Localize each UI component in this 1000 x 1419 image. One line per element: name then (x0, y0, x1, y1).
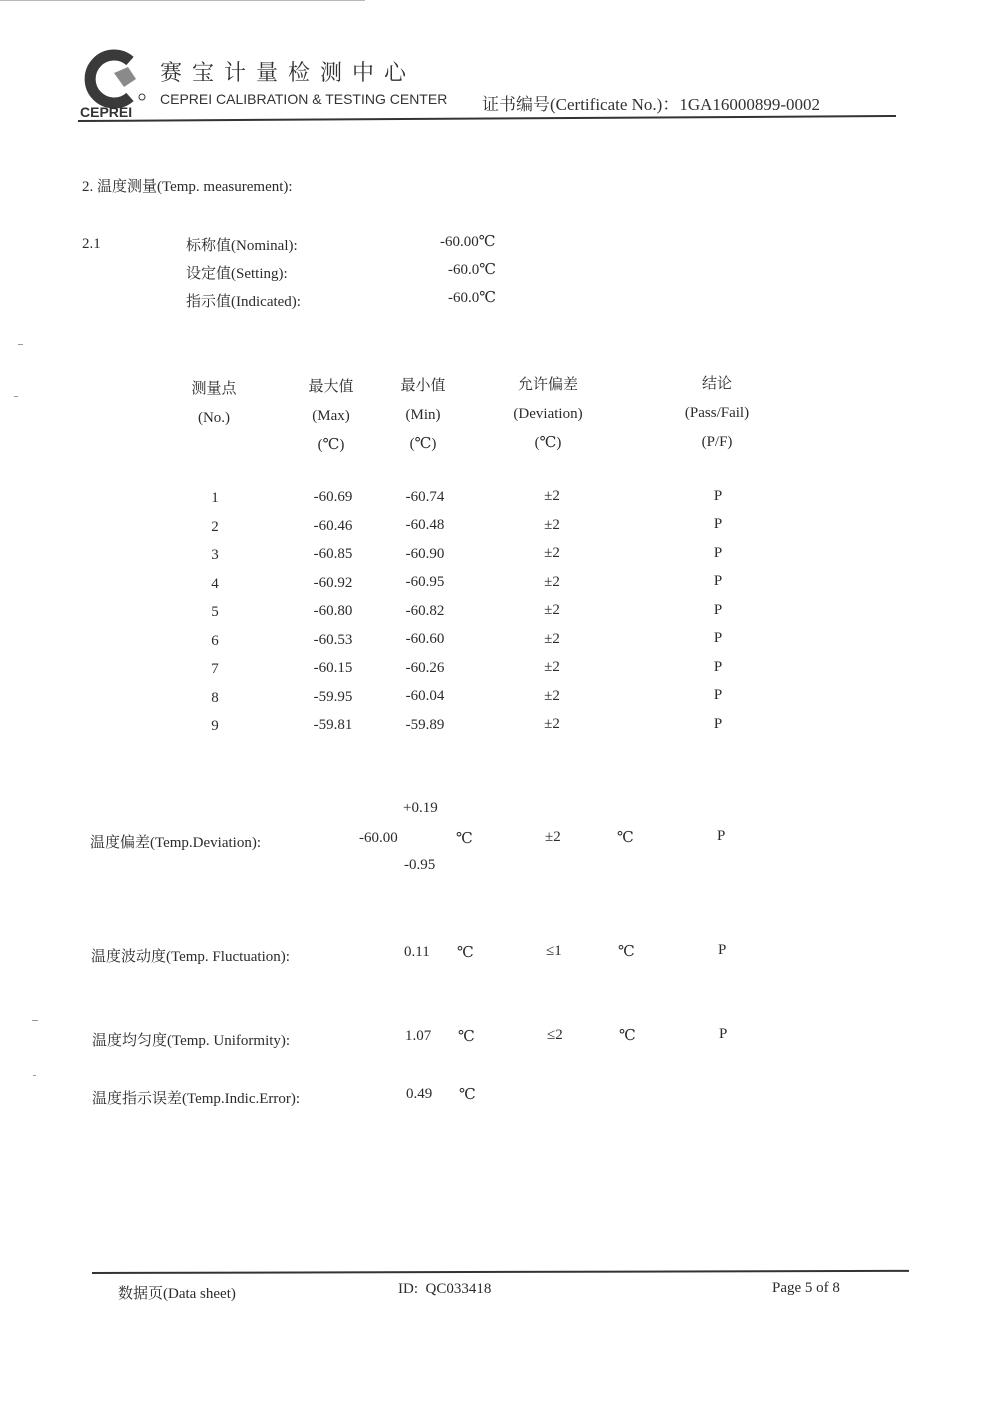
header-no (174, 375, 254, 433)
row-no: 2 (211, 518, 219, 535)
row-pass-fail: P (713, 601, 723, 618)
row-deviation: ±2 (544, 602, 560, 619)
footer-id-label: ID: (398, 1281, 418, 1297)
row-deviation: ±2 (544, 630, 560, 647)
setting-label: 设定值(Setting): (186, 266, 288, 282)
header-min-unit: (℃) (409, 436, 437, 452)
fluctuation-limit: ≤1 (546, 943, 562, 959)
certificate-number-line (482, 90, 820, 115)
row-min: -60.82 (405, 602, 445, 619)
header-max-unit: (℃) (317, 437, 345, 453)
fluctuation-pass-fail: P (718, 942, 727, 958)
header-deviation-cn: 允许偏差 (517, 377, 578, 393)
section-title: 2. 温度测量(Temp. measurement): (82, 179, 293, 195)
row-max: -60.69 (313, 489, 353, 506)
header-min-cn: 最小值 (400, 378, 446, 394)
deviation-base: -60.00 (359, 830, 398, 846)
row-max: -59.95 (313, 688, 353, 705)
org-name-english: CEPREI CALIBRATION & TESTING CENTER (160, 91, 448, 107)
row-pass-fail: P (713, 487, 723, 504)
row-no: 5 (211, 604, 219, 620)
row-min: -60.26 (405, 659, 445, 676)
row-min: -60.48 (405, 517, 445, 534)
footer-id-value: QC033418 (425, 1281, 492, 1297)
row-no: 6 (211, 632, 219, 649)
scan-speck (33, 1075, 36, 1076)
header-no-cn: 测量点 (191, 381, 237, 397)
fluctuation-value: 0.11 (404, 944, 430, 960)
row-deviation: ±2 (544, 516, 560, 533)
uniformity-unit: ℃ (458, 1029, 475, 1045)
uniformity-limit-unit: ℃ (619, 1028, 636, 1044)
fluctuation-label: 温度波动度(Temp. Fluctuation): (91, 949, 290, 965)
row-pass-fail: P (713, 630, 723, 647)
row-no: 8 (211, 689, 219, 706)
uniformity-label: 温度均匀度(Temp. Uniformity): (92, 1033, 291, 1049)
scan-speck (14, 396, 18, 397)
row-no: 4 (211, 575, 219, 592)
row-max: -60.80 (313, 603, 353, 620)
row-pass-fail: P (713, 658, 723, 675)
header-pass-fail-en: (Pass/Fail) (684, 405, 750, 421)
row-no: 3 (211, 547, 219, 563)
row-min: -60.74 (405, 488, 445, 505)
nominal-label: 标称值(Nominal): (186, 238, 298, 254)
footer-id (398, 1281, 491, 1298)
fluctuation-unit: ℃ (457, 945, 474, 961)
header-max-cn: 最大值 (308, 379, 354, 395)
header-deviation-unit: (℃) (534, 435, 562, 451)
row-min: -60.60 (405, 631, 445, 648)
scan-top-edge-line (0, 0, 365, 1)
row-min: -60.04 (405, 688, 445, 705)
row-deviation: ±2 (544, 659, 560, 676)
row-pass-fail: P (713, 573, 723, 590)
uniformity-pass-fail: P (719, 1026, 728, 1042)
deviation-upper: +0.19 (403, 800, 438, 816)
uniformity-limit: ≤2 (547, 1027, 563, 1043)
header-rule (78, 115, 896, 122)
row-deviation: ±2 (544, 545, 560, 562)
header-min-en: (Min) (405, 407, 441, 423)
row-max: -60.85 (313, 546, 353, 563)
footer-rule (92, 1270, 909, 1274)
scan-speck (18, 344, 23, 345)
indicated-value: -60.0℃ (448, 290, 497, 306)
scan-speck (32, 1020, 38, 1021)
deviation-limit-unit: ℃ (617, 830, 634, 846)
row-pass-fail: P (713, 715, 723, 732)
row-min: -60.95 (405, 574, 445, 591)
indic-error-label: 温度指示误差(Temp.Indic.Error): (92, 1091, 301, 1107)
row-min: -59.89 (405, 716, 445, 733)
row-pass-fail: P (713, 516, 723, 533)
certificate-number: 1GA16000899-0002 (679, 95, 821, 114)
certificate-label: 证书编号(Certificate No.)： (482, 95, 680, 114)
header-pass-fail-unit: (P/F) (701, 434, 733, 450)
org-name-chinese: 赛宝计量检测中心 (160, 61, 417, 86)
deviation-limit: ±2 (545, 829, 561, 845)
row-no: 7 (211, 661, 219, 677)
deviation-lower: -0.95 (404, 857, 436, 873)
header-max (291, 373, 371, 460)
deviation-pass-fail: P (717, 828, 726, 844)
indic-error-unit: ℃ (459, 1087, 476, 1103)
header-max-en: (Max) (312, 408, 350, 424)
header-deviation (493, 371, 603, 458)
header-pass-fail-cn: 结论 (701, 376, 732, 392)
header-pass-fail (667, 370, 767, 457)
header-deviation-en: (Deviation) (513, 406, 583, 422)
row-deviation: ±2 (544, 573, 560, 590)
fluctuation-limit-unit: ℃ (618, 944, 635, 960)
footer-sheet-label: 数据页(Data sheet) (118, 1286, 236, 1302)
logo-wordmark: CEPREI (80, 104, 133, 120)
row-deviation: ±2 (544, 488, 560, 505)
header-min (383, 372, 463, 459)
setting-value: -60.0℃ (448, 262, 497, 278)
deviation-label: 温度偏差(Temp.Deviation): (90, 835, 261, 851)
row-no: 1 (211, 490, 219, 506)
deviation-unit: ℃ (456, 831, 473, 847)
row-pass-fail: P (713, 687, 723, 704)
uniformity-value: 1.07 (405, 1028, 432, 1044)
row-deviation: ±2 (544, 716, 560, 733)
subsection-number: 2.1 (82, 236, 101, 252)
row-max: -60.15 (313, 660, 353, 677)
row-deviation: ±2 (544, 687, 560, 704)
footer-page-number: Page 5 of 8 (772, 1280, 840, 1296)
row-max: -60.53 (313, 631, 353, 648)
row-max: -60.46 (313, 517, 353, 534)
row-max: -60.92 (313, 574, 353, 591)
row-pass-fail: P (713, 544, 723, 561)
header-no-en: (No.) (197, 410, 231, 426)
row-no: 9 (211, 718, 219, 734)
nominal-value: -60.00℃ (440, 234, 496, 250)
indic-error-value: 0.49 (406, 1086, 433, 1102)
row-max: -59.81 (313, 717, 353, 734)
row-min: -60.90 (405, 545, 445, 562)
indicated-label: 指示值(Indicated): (186, 294, 301, 310)
